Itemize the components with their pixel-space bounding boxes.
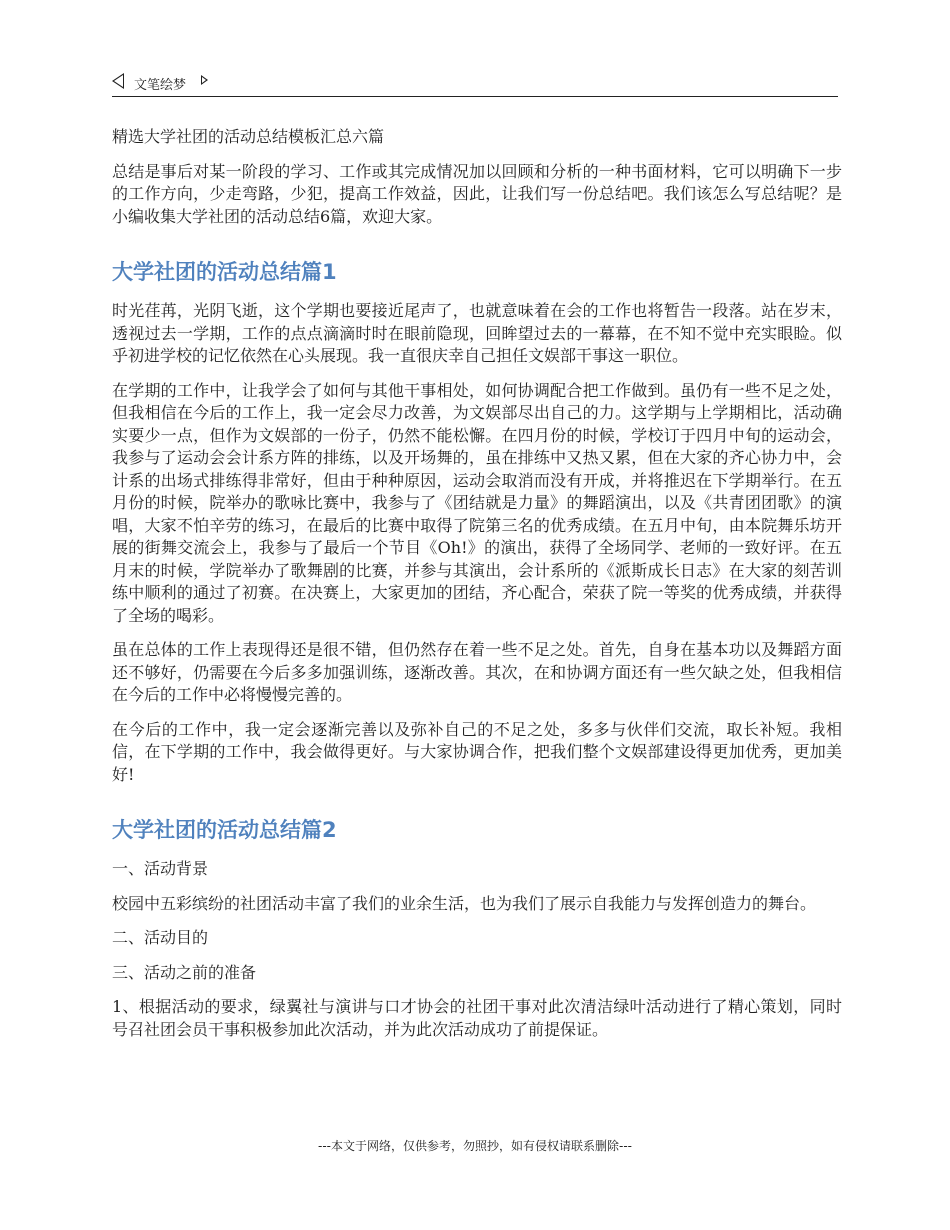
triangle-left-icon (112, 73, 124, 89)
section-paragraph: 1、根据活动的要求，绿翼社与演讲与口才协会的社团干事对此次清洁绿叶活动进行了精心策划，同时号召社团会员干事积极参加此次活动，并为此次活动成功了前提保证。 (112, 997, 842, 1039)
subsection-label: 三、活动之前的准备 (112, 962, 257, 982)
subsection-label: 一、活动背景 (112, 859, 209, 878)
document-title: 精选大学社团的活动总结模板汇总六篇 (112, 127, 385, 146)
section-paragraph: 时光荏苒，光阴飞逝，这个学期也要接近尾声了，也就意味着在会的工作也将暂告一段落。站在岁末，透视过去一学期，工作的点点滴滴时时在眼前隐现，回眸望过去的一幕幕，在不知不觉中充实眼睑。似乎初进学校的记忆依然在心头展现。我一直很庆幸自己担任文娱部干事这一职位。 (112, 301, 842, 365)
document-body (112, 126, 842, 1053)
intro-paragraph: 总结是事后对某一阶段的学习、工作或其完成情况加以回顾和分析的一种书面材料，它可以明确下一步的工作方向，少走弯路，少犯，提高工作效益，因此，让我们写一份总结吧。我们该怎么写总结呢？是小编收集大学社团的活动总结6篇，欢迎大家。 (112, 161, 842, 226)
section-paragraph: 在学期的工作中，让我学会了如何与其他干事相处，如何协调配合把工作做到。虽仍有一些不足之处，但我相信在今后的工作上，我一定会尽力改善，为文娱部尽出自己的力。这学期与上学期相比，活动确实要少一点，但作为文娱部的一份子，仍然不能松懈。在四月份的时候，学校订于四月中旬的运动会，我参与了运动会会计系方阵的排练，以及开场舞的，虽在排练中又热又累，但在大家的齐心协力中，会计系的出场式排练得非常好，但由于种种原因，运动会取消而没有开成，并将推迟在下学期举行。在五月份的时候，院举办的歌咏比赛中，我参与了《团结就是力量》的舞蹈演出，以及《共青团团歌》的演唱，大家不怕辛劳的练习，在最后的比赛中取得了院第三名的优秀成绩。在五月中旬，由本院舞乐坊开展的街舞交流会上，我参与了最后一个节目《Oh!》的演出，获得了全场同学、老师的一致好评。在五月末的时候，学院举办了歌舞剧的比赛，并参与其演出，会计系所的《派斯成长日志》在大家的刻苦训练中顺利的通过了初赛。在决赛上，大家更加的团结，齐心配合，荣获了院一等奖的优秀成绩，并获得了全场的喝彩。 (112, 380, 842, 625)
section-heading: 大学社团的活动总结篇1 (112, 260, 337, 284)
section-paragraph: 校园中五彩缤纷的社团活动丰富了我们的业余生活，也为我们了展示自我能力与发挥创造力的舞台。 (112, 893, 817, 913)
brand-name: 文笔绘梦 (134, 78, 187, 93)
section-paragraph: 虽在总体的工作上表现得还是很不错，但仍然存在着一些不足之处。首先，自身在基本功以及舞蹈方面还不够好，仍需要在今后多多加强训练，逐渐改善。其次，在和协调方面还有一些欠缺之处，但我相信在今后的工作中必将慢慢完善的。 (112, 640, 842, 704)
section-heading: 大学社团的活动总结篇2 (112, 818, 337, 842)
triangle-right-icon (201, 75, 208, 85)
subsection-label: 二、活动目的 (112, 928, 209, 947)
section-paragraph: 在今后的工作中，我一定会逐渐完善以及弥补自己的不足之处，多多与伙伴们交流，取长补短。我相信，在下学期的工作中，我会做得更好。与大家协调合作，把我们整个文娱部建设得更加优秀，更加美好! (112, 719, 842, 784)
page-header (112, 70, 838, 97)
footer-notice: ---本文于网络，仅供参考，勿照抄，如有侵权请联系删除--- (318, 1139, 632, 1153)
